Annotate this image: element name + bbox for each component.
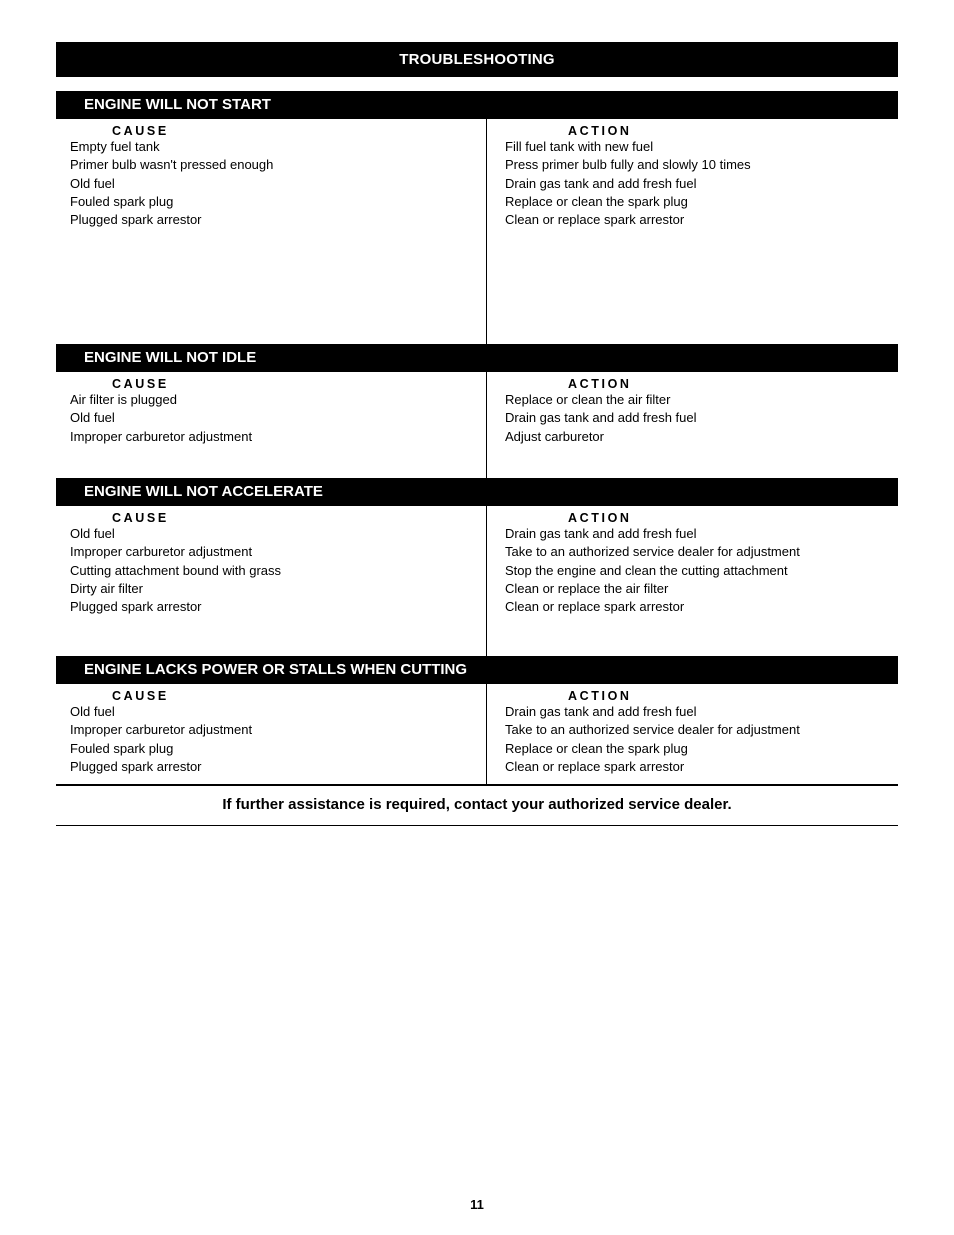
cause-item: Old fuel (70, 704, 115, 719)
cause-list (70, 703, 470, 776)
action-list (505, 525, 895, 616)
action-heading: ACTION (568, 689, 632, 703)
cause-list (70, 391, 470, 446)
cause-item: Cutting attachment bound with grass (70, 562, 282, 578)
action-item: Take to an authorized service dealer for adjustment (505, 544, 800, 560)
cause-item: Fouled spark plug (70, 740, 174, 756)
page-title: TROUBLESHOOTING (56, 42, 898, 77)
section-title: ENGINE WILL NOT START (56, 91, 898, 119)
action-list (505, 138, 895, 229)
cause-column (70, 372, 470, 446)
cause-item: Improper carburetor adjustment (70, 544, 253, 560)
footer-bottom-rule (56, 825, 898, 826)
cause-item: Primer bulb wasn't pressed enough (70, 157, 274, 173)
cause-column (70, 684, 470, 776)
cause-list (70, 525, 470, 616)
section-engine-lacks-power (56, 656, 898, 784)
action-item: Fill fuel tank with new fuel (505, 139, 654, 154)
cause-column (70, 506, 470, 616)
action-item: Drain gas tank and add fresh fuel (505, 704, 697, 719)
action-column (505, 506, 895, 616)
action-item: Clean or replace spark arrestor (505, 758, 685, 774)
section-body (56, 119, 898, 344)
action-item: Press primer bulb fully and slowly 10 times (505, 157, 751, 173)
action-heading: ACTION (568, 124, 632, 138)
cause-item: Empty fuel tank (70, 139, 160, 154)
footer-note: If further assistance is required, contact your authorized service dealer. (222, 796, 732, 813)
cause-item: Improper carburetor adjustment (70, 428, 253, 444)
section-body (56, 372, 898, 479)
section-engine-will-not-start (56, 91, 898, 344)
action-list (505, 391, 895, 446)
cause-item: Plugged spark arrestor (70, 599, 202, 615)
section-body (56, 506, 898, 657)
action-item: Stop the engine and clean the cutting attachment (505, 562, 788, 578)
action-item: Clean or replace spark arrestor (505, 599, 685, 615)
cause-item: Dirty air filter (70, 580, 143, 596)
cause-item: Fouled spark plug (70, 193, 174, 209)
action-item: Clean or replace the air filter (505, 580, 669, 596)
action-item: Take to an authorized service dealer for adjustment (505, 722, 800, 738)
cause-heading: CAUSE (112, 377, 169, 391)
cause-column (70, 119, 470, 229)
cause-item: Old fuel (70, 175, 115, 191)
cause-item: Air filter is plugged (70, 392, 177, 407)
cause-item: Plugged spark arrestor (70, 758, 202, 774)
page-number: 11 (470, 1197, 484, 1212)
cause-heading: CAUSE (112, 689, 169, 703)
action-item: Clean or replace spark arrestor (505, 212, 685, 228)
section-engine-will-not-idle (56, 344, 898, 479)
action-heading: ACTION (568, 377, 632, 391)
action-heading: ACTION (568, 511, 632, 525)
action-item: Replace or clean the spark plug (505, 740, 688, 756)
cause-item: Improper carburetor adjustment (70, 722, 253, 738)
action-column (505, 119, 895, 229)
cause-item: Old fuel (70, 410, 115, 426)
action-column (505, 372, 895, 446)
action-item: Drain gas tank and add fresh fuel (505, 526, 697, 541)
action-item: Drain gas tank and add fresh fuel (505, 410, 697, 426)
action-item: Drain gas tank and add fresh fuel (505, 175, 697, 191)
cause-list (70, 138, 470, 229)
action-item: Adjust carburetor (505, 428, 604, 444)
column-divider (486, 684, 487, 784)
section-title: ENGINE WILL NOT ACCELERATE (56, 478, 898, 506)
action-column (505, 684, 895, 776)
action-item: Replace or clean the air filter (505, 392, 671, 407)
section-title: ENGINE LACKS POWER OR STALLS WHEN CUTTING (56, 656, 898, 684)
cause-heading: CAUSE (112, 511, 169, 525)
cause-heading: CAUSE (112, 124, 169, 138)
column-divider (486, 372, 487, 479)
cause-item: Plugged spark arrestor (70, 212, 202, 228)
section-body (56, 684, 898, 784)
column-divider (486, 119, 487, 344)
action-item: Replace or clean the spark plug (505, 193, 688, 209)
action-list (505, 703, 895, 776)
section-engine-will-not-accelerate (56, 478, 898, 657)
column-divider (486, 506, 487, 657)
section-title: ENGINE WILL NOT IDLE (56, 344, 898, 372)
cause-item: Old fuel (70, 526, 115, 541)
